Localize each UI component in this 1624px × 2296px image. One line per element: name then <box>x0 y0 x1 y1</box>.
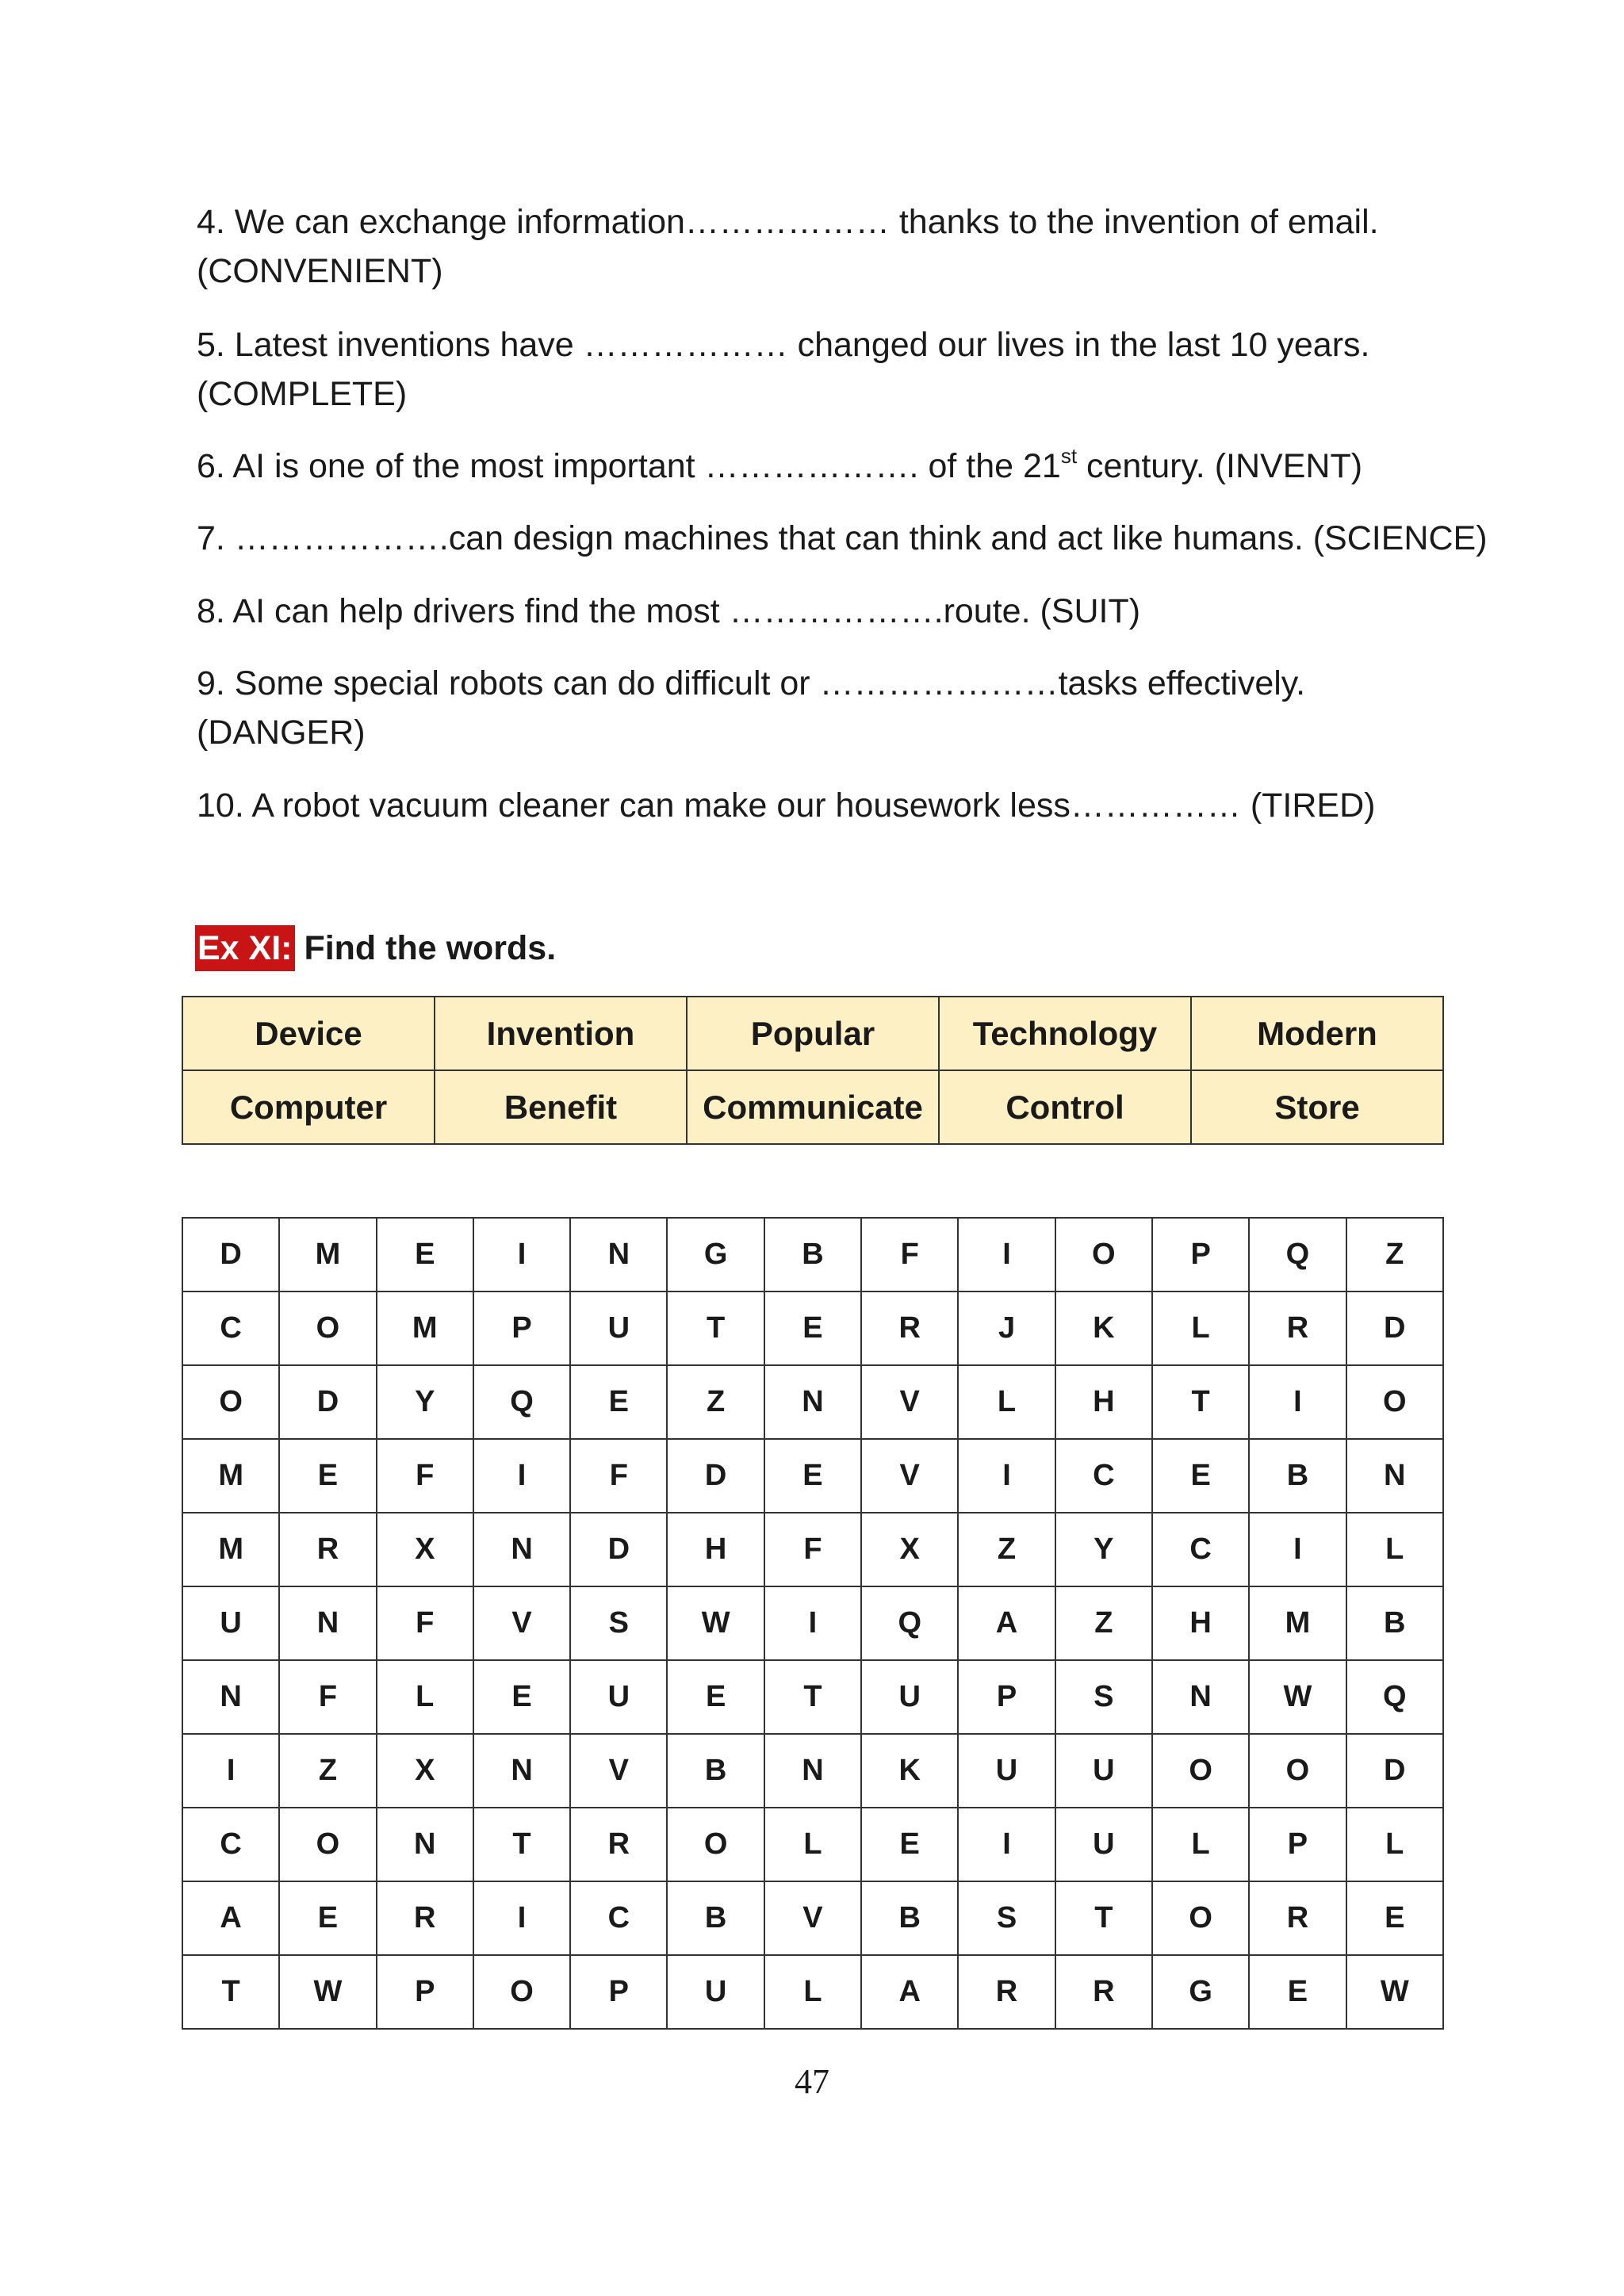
grid-cell: O <box>1152 1881 1249 1955</box>
grid-cell: D <box>667 1439 764 1513</box>
question-6-sup: st <box>1060 444 1078 468</box>
exercise-heading <box>195 925 556 971</box>
word-bank-word: Invention <box>435 997 687 1070</box>
grid-cell: N <box>182 1660 279 1734</box>
grid-cell: Q <box>1249 1218 1346 1292</box>
grid-row <box>182 1218 1443 1292</box>
grid-cell: I <box>473 1218 570 1292</box>
grid-cell: D <box>1346 1292 1443 1365</box>
grid-cell: Z <box>279 1734 376 1808</box>
grid-cell: T <box>667 1292 764 1365</box>
grid-cell: P <box>570 1955 667 2029</box>
grid-cell: N <box>279 1586 376 1660</box>
grid-cell: U <box>958 1734 1055 1808</box>
grid-cell: U <box>570 1660 667 1734</box>
grid-cell: E <box>1346 1881 1443 1955</box>
word-bank-word: Computer <box>182 1070 435 1144</box>
grid-cell: I <box>473 1881 570 1955</box>
grid-cell: X <box>377 1734 473 1808</box>
grid-cell: U <box>861 1660 958 1734</box>
grid-cell: F <box>861 1218 958 1292</box>
page-number: 47 <box>795 2062 829 2101</box>
grid-cell: N <box>1152 1660 1249 1734</box>
question-8: 8. AI can help drivers find the most ……………….route. (SUIT) <box>197 592 1141 630</box>
grid-cell: L <box>958 1365 1055 1439</box>
grid-cell: Z <box>1055 1586 1152 1660</box>
grid-cell: L <box>1346 1808 1443 1881</box>
grid-cell: O <box>1055 1218 1152 1292</box>
grid-row <box>182 1808 1443 1881</box>
grid-cell: I <box>764 1586 861 1660</box>
grid-cell: A <box>958 1586 1055 1660</box>
grid-cell: C <box>182 1808 279 1881</box>
word-bank-table <box>182 996 1444 1145</box>
grid-row <box>182 1292 1443 1365</box>
grid-cell: E <box>764 1439 861 1513</box>
grid-cell: G <box>1152 1955 1249 2029</box>
grid-cell: P <box>1152 1218 1249 1292</box>
grid-cell: V <box>764 1881 861 1955</box>
grid-cell: E <box>473 1660 570 1734</box>
grid-cell: H <box>1055 1365 1152 1439</box>
grid-cell: B <box>764 1218 861 1292</box>
grid-cell: S <box>1055 1660 1152 1734</box>
grid-cell: O <box>182 1365 279 1439</box>
word-search-grid <box>182 1217 1444 2030</box>
grid-cell: Q <box>861 1586 958 1660</box>
question-9 <box>197 659 1431 757</box>
grid-cell: T <box>473 1808 570 1881</box>
grid-cell: Z <box>958 1513 1055 1586</box>
grid-cell: B <box>667 1734 764 1808</box>
grid-cell: X <box>861 1513 958 1586</box>
grid-cell: M <box>377 1292 473 1365</box>
grid-cell: R <box>570 1808 667 1881</box>
grid-cell: N <box>473 1513 570 1586</box>
grid-cell: L <box>1152 1808 1249 1881</box>
grid-cell: Z <box>1346 1218 1443 1292</box>
grid-row <box>182 1734 1443 1808</box>
grid-cell: R <box>958 1955 1055 2029</box>
question-6-before: 6. AI is one of the most important ………………. of the 21 <box>197 447 1061 485</box>
grid-cell: R <box>861 1292 958 1365</box>
grid-cell: O <box>279 1808 376 1881</box>
question-6-after: century. (INVENT) <box>1077 447 1363 485</box>
grid-cell: R <box>1055 1955 1152 2029</box>
question-4-line2: (CONVENIENT) <box>197 252 443 290</box>
grid-cell: T <box>1152 1365 1249 1439</box>
grid-cell: O <box>1346 1365 1443 1439</box>
grid-cell: N <box>764 1734 861 1808</box>
grid-row <box>182 1881 1443 1955</box>
question-5 <box>197 320 1431 419</box>
grid-cell: P <box>377 1955 473 2029</box>
grid-cell: B <box>1249 1439 1346 1513</box>
grid-cell: D <box>1346 1734 1443 1808</box>
grid-cell: E <box>764 1292 861 1365</box>
grid-cell: G <box>667 1218 764 1292</box>
grid-cell: Z <box>667 1365 764 1439</box>
word-bank-word: Popular <box>687 997 939 1070</box>
grid-row <box>182 1660 1443 1734</box>
grid-cell: C <box>570 1881 667 1955</box>
question-9-line2: (DANGER) <box>197 714 366 752</box>
grid-row <box>182 1439 1443 1513</box>
grid-cell: V <box>570 1734 667 1808</box>
grid-cell: D <box>279 1365 376 1439</box>
grid-cell: M <box>1249 1586 1346 1660</box>
grid-cell: N <box>473 1734 570 1808</box>
word-bank-word: Device <box>182 997 435 1070</box>
grid-cell: M <box>182 1513 279 1586</box>
question-5-line2: (COMPLETE) <box>197 375 408 413</box>
grid-cell: V <box>861 1365 958 1439</box>
grid-cell: O <box>667 1808 764 1881</box>
grid-cell: N <box>1346 1439 1443 1513</box>
word-bank-row <box>182 997 1443 1070</box>
grid-row <box>182 1955 1443 2029</box>
grid-cell: O <box>473 1955 570 2029</box>
question-6 <box>197 442 1431 491</box>
grid-cell: D <box>570 1513 667 1586</box>
grid-cell: R <box>279 1513 376 1586</box>
word-bank-word: Communicate <box>687 1070 939 1144</box>
grid-cell: Q <box>473 1365 570 1439</box>
grid-cell: E <box>1249 1955 1346 2029</box>
grid-cell: M <box>182 1439 279 1513</box>
grid-cell: I <box>182 1734 279 1808</box>
grid-cell: P <box>1249 1808 1346 1881</box>
grid-cell: U <box>570 1292 667 1365</box>
grid-row <box>182 1513 1443 1586</box>
grid-cell: W <box>1249 1660 1346 1734</box>
grid-cell: W <box>279 1955 376 2029</box>
grid-cell: O <box>1152 1734 1249 1808</box>
grid-cell: J <box>958 1292 1055 1365</box>
grid-cell: B <box>861 1881 958 1955</box>
question-9-line1: 9. Some special robots can do difficult or …………………tasks effectively. <box>197 664 1306 702</box>
grid-cell: I <box>958 1808 1055 1881</box>
grid-cell: E <box>570 1365 667 1439</box>
grid-cell: I <box>958 1218 1055 1292</box>
word-bank-row <box>182 1070 1443 1144</box>
grid-cell: F <box>377 1439 473 1513</box>
grid-cell: H <box>667 1513 764 1586</box>
grid-row <box>182 1365 1443 1439</box>
grid-cell: T <box>764 1660 861 1734</box>
grid-cell: P <box>958 1660 1055 1734</box>
grid-cell: L <box>1346 1513 1443 1586</box>
word-bank-word: Benefit <box>435 1070 687 1144</box>
grid-cell: I <box>473 1439 570 1513</box>
grid-cell: B <box>667 1881 764 1955</box>
grid-cell: F <box>764 1513 861 1586</box>
grid-cell: X <box>377 1513 473 1586</box>
grid-cell: S <box>958 1881 1055 1955</box>
grid-cell: F <box>377 1586 473 1660</box>
grid-cell: R <box>1249 1881 1346 1955</box>
question-4 <box>197 197 1431 296</box>
grid-cell: O <box>1249 1734 1346 1808</box>
grid-row <box>182 1586 1443 1660</box>
grid-cell: R <box>1249 1292 1346 1365</box>
grid-cell: L <box>764 1808 861 1881</box>
grid-cell: E <box>279 1881 376 1955</box>
grid-cell: B <box>1346 1586 1443 1660</box>
question-4-line1: 4. We can exchange information……………… thanks to the invention of email. <box>197 203 1379 241</box>
grid-cell: H <box>1152 1586 1249 1660</box>
grid-cell: U <box>1055 1734 1152 1808</box>
grid-cell: U <box>667 1955 764 2029</box>
grid-cell: I <box>1249 1513 1346 1586</box>
grid-cell: E <box>1152 1439 1249 1513</box>
word-bank-word: Modern <box>1191 997 1443 1070</box>
grid-cell: Y <box>377 1365 473 1439</box>
grid-cell: C <box>1055 1439 1152 1513</box>
grid-cell: V <box>861 1439 958 1513</box>
grid-cell: I <box>1249 1365 1346 1439</box>
grid-cell: N <box>570 1218 667 1292</box>
grid-cell: K <box>1055 1292 1152 1365</box>
grid-cell: C <box>182 1292 279 1365</box>
grid-cell: U <box>182 1586 279 1660</box>
grid-cell: N <box>377 1808 473 1881</box>
grid-cell: N <box>764 1365 861 1439</box>
grid-cell: E <box>377 1218 473 1292</box>
grid-cell: E <box>861 1808 958 1881</box>
exercise-title: Find the words. <box>294 929 557 967</box>
exercise-tag: Ex XI: <box>195 925 295 971</box>
word-bank-word: Technology <box>939 997 1191 1070</box>
question-5-line1: 5. Latest inventions have ……………… changed our lives in the last 10 years. <box>197 326 1370 364</box>
grid-cell: L <box>764 1955 861 2029</box>
question-7: 7. ……………….can design machines that can think and act like humans. (SCIENCE) <box>197 519 1488 557</box>
word-bank-word: Store <box>1191 1070 1443 1144</box>
grid-cell: T <box>182 1955 279 2029</box>
grid-cell: Q <box>1346 1660 1443 1734</box>
grid-cell: E <box>667 1660 764 1734</box>
grid-cell: R <box>377 1881 473 1955</box>
grid-cell: A <box>861 1955 958 2029</box>
grid-cell: C <box>1152 1513 1249 1586</box>
grid-cell: L <box>377 1660 473 1734</box>
grid-cell: F <box>570 1439 667 1513</box>
grid-cell: F <box>279 1660 376 1734</box>
grid-cell: L <box>1152 1292 1249 1365</box>
grid-cell: M <box>279 1218 376 1292</box>
grid-cell: W <box>1346 1955 1443 2029</box>
grid-cell: Y <box>1055 1513 1152 1586</box>
grid-cell: W <box>667 1586 764 1660</box>
word-bank-word: Control <box>939 1070 1191 1144</box>
grid-cell: K <box>861 1734 958 1808</box>
grid-cell: E <box>279 1439 376 1513</box>
grid-cell: D <box>182 1218 279 1292</box>
question-10: 10. A robot vacuum cleaner can make our housework less…………… (TIRED) <box>197 786 1376 825</box>
grid-cell: U <box>1055 1808 1152 1881</box>
grid-cell: O <box>279 1292 376 1365</box>
grid-cell: T <box>1055 1881 1152 1955</box>
grid-cell: I <box>958 1439 1055 1513</box>
grid-cell: V <box>473 1586 570 1660</box>
grid-cell: S <box>570 1586 667 1660</box>
grid-cell: A <box>182 1881 279 1955</box>
grid-cell: P <box>473 1292 570 1365</box>
